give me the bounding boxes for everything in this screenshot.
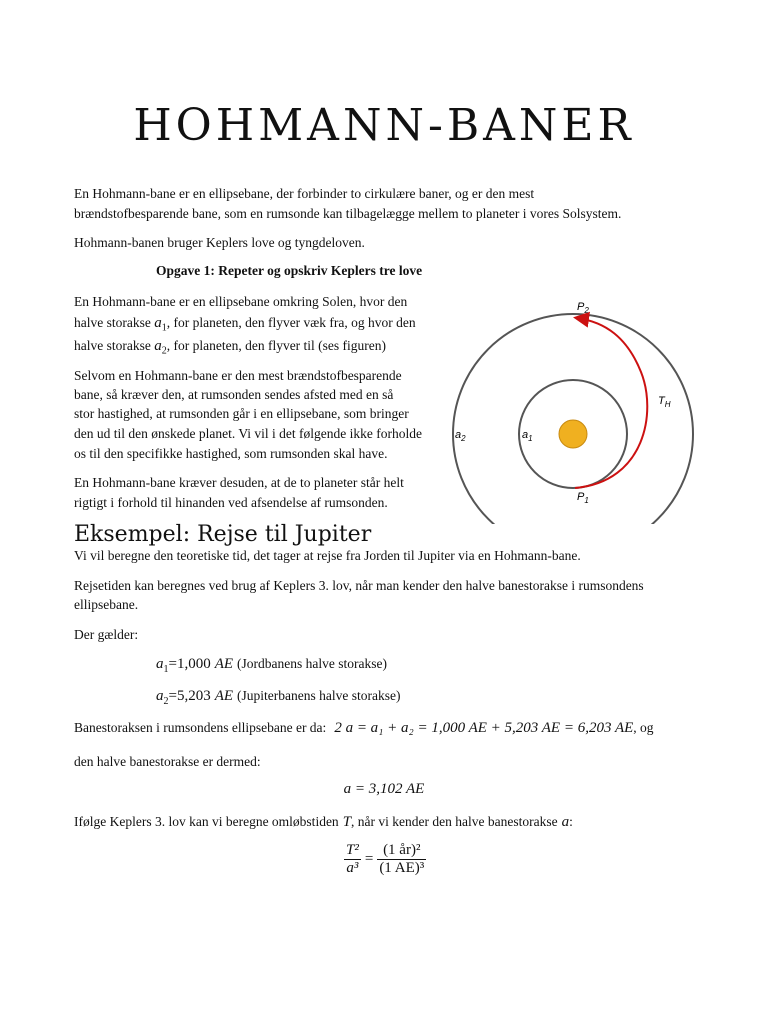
intro-paragraph-2: Hohmann-banen bruger Keplers love og tyngdeloven.	[74, 235, 365, 250]
symbol-t: T	[342, 814, 352, 830]
subscript: 1	[161, 322, 167, 334]
left-col-p3-line-1: En Hohmann-bane kræver desuden, at de to planeter står helt	[74, 475, 404, 490]
task-1-heading: Opgave 1: Repeter og opskriv Keplers tre love	[156, 263, 423, 278]
label-a2: $a_2$	[455, 429, 466, 443]
symbol-a: a	[156, 688, 164, 704]
left-col-p2-line-2: bane, så kræver den, at rumsonden sendes afsted med en så	[74, 387, 394, 402]
intro-line-1: En Hohmann-bane er en ellipsebane, der forbinder to cirkulære baner, og er den mest	[74, 186, 535, 201]
sun	[559, 420, 587, 448]
symbol-a: a	[154, 315, 162, 331]
symbol-a: a	[561, 814, 570, 830]
example-paragraph-5: den halve banestorakse er dermed:	[74, 754, 261, 769]
subscript: 1	[163, 664, 169, 676]
fraction-numerator: (1 år)²	[377, 842, 426, 860]
text-fragment: Ifølge Keplers 3. lov kan vi beregne omløbstiden	[74, 814, 339, 829]
outer-orbit	[453, 314, 693, 524]
label-p2: $P_2$	[577, 301, 589, 315]
label-th: $T_H$	[658, 395, 671, 409]
kepler-equation	[344, 842, 426, 877]
fraction-left	[344, 842, 361, 877]
subscript: 2	[161, 345, 167, 357]
intro-line-2: brændstofbesparende bane, som en rumsonde kan tilbagelægge mellem to planeter i vores Solsystem.	[74, 206, 622, 221]
transfer-orbit	[575, 318, 647, 488]
equation-value: =1,000	[168, 656, 211, 672]
equation-note: (Jupiterbanens halve storakse)	[237, 688, 401, 703]
text-fragment: , for planeten, den flyver væk fra, og hvor den	[166, 315, 416, 330]
banestorakse-line	[74, 718, 654, 738]
left-col-p3-line-2: rigtigt i forhold til hinanden ved afsendelse af rumsonden.	[74, 495, 388, 510]
text-fragment: , og	[633, 720, 654, 735]
text-fragment: halve storakse	[74, 338, 151, 353]
label-p1: $P_1$	[577, 491, 589, 505]
fraction-right	[377, 842, 426, 877]
equals-sign: =	[364, 851, 374, 867]
left-col-p2-line-1: Selvom en Hohmann-bane er den mest brændstofbesparende	[74, 368, 402, 383]
subscript: 2	[163, 696, 169, 708]
left-col-p2-line-3: stor hastighed, at rumsonden går i en ellipsebane, som bringer	[74, 406, 409, 421]
example-paragraph-1: Vi vil beregne den teoretiske tid, det tager at rejse fra Jorden til Jupiter via en Hohmann-bane.	[74, 548, 581, 563]
equation-a-value: a = 3,102 AE	[343, 781, 425, 797]
symbol-a: a	[154, 338, 162, 354]
left-col-line-1: En Hohmann-bane er en ellipsebane omkring Solen, hvor den	[74, 294, 408, 309]
equation-a2	[156, 686, 401, 707]
symbol-a: a	[156, 656, 164, 672]
left-col-line-2	[74, 313, 416, 339]
kepler-line	[74, 812, 573, 832]
example-paragraph-3: Der gælder:	[74, 627, 139, 642]
equation-value: =5,203	[168, 688, 211, 704]
text-fragment: :	[569, 814, 573, 829]
label-a1: $a_1$	[522, 429, 533, 443]
text-fragment: halve storakse	[74, 315, 151, 330]
unit: AE	[214, 656, 234, 672]
example-heading: Eksempel: Rejse til Jupiter	[74, 522, 372, 547]
left-col-p2-line-4: den ud til den ønskede planet. Vi vil i det følgende ikke forholde	[74, 426, 422, 441]
left-col-line-3	[74, 336, 386, 362]
left-col-p2-line-5: os til den specifikke hastighed, som rumsonden skal have.	[74, 446, 388, 461]
fraction-numerator: T²	[346, 842, 359, 858]
example-paragraph-2-line-2: ellipsebane.	[74, 597, 139, 612]
equation-a-half	[0, 780, 768, 798]
text-fragment: Banestoraksen i rumsondens ellipsebane er da:	[74, 720, 327, 735]
text-fragment: , for planeten, den flyver til (ses figuren)	[166, 338, 387, 353]
equation-a1	[156, 654, 387, 675]
example-paragraph-2-line-1: Rejsetiden kan beregnes ved brug af Keplers 3. lov, når man kender den halve banestorakse i rumsondens	[74, 578, 644, 593]
fraction-denominator: (1 AE)³	[379, 860, 425, 876]
equation-note: (Jordbanens halve storakse)	[237, 656, 387, 671]
fraction-denominator: a³	[346, 860, 359, 876]
text-fragment: , når vi kender den halve banestorakse	[351, 814, 558, 829]
hohmann-diagram	[445, 292, 705, 524]
equation-sum: 2 a = a₁ + a₂ = 1,000 AE + 5,203 AE = 6,203 AE	[334, 720, 634, 736]
unit: AE	[214, 688, 234, 704]
page-title: HOHMANN-BANER	[133, 100, 635, 151]
